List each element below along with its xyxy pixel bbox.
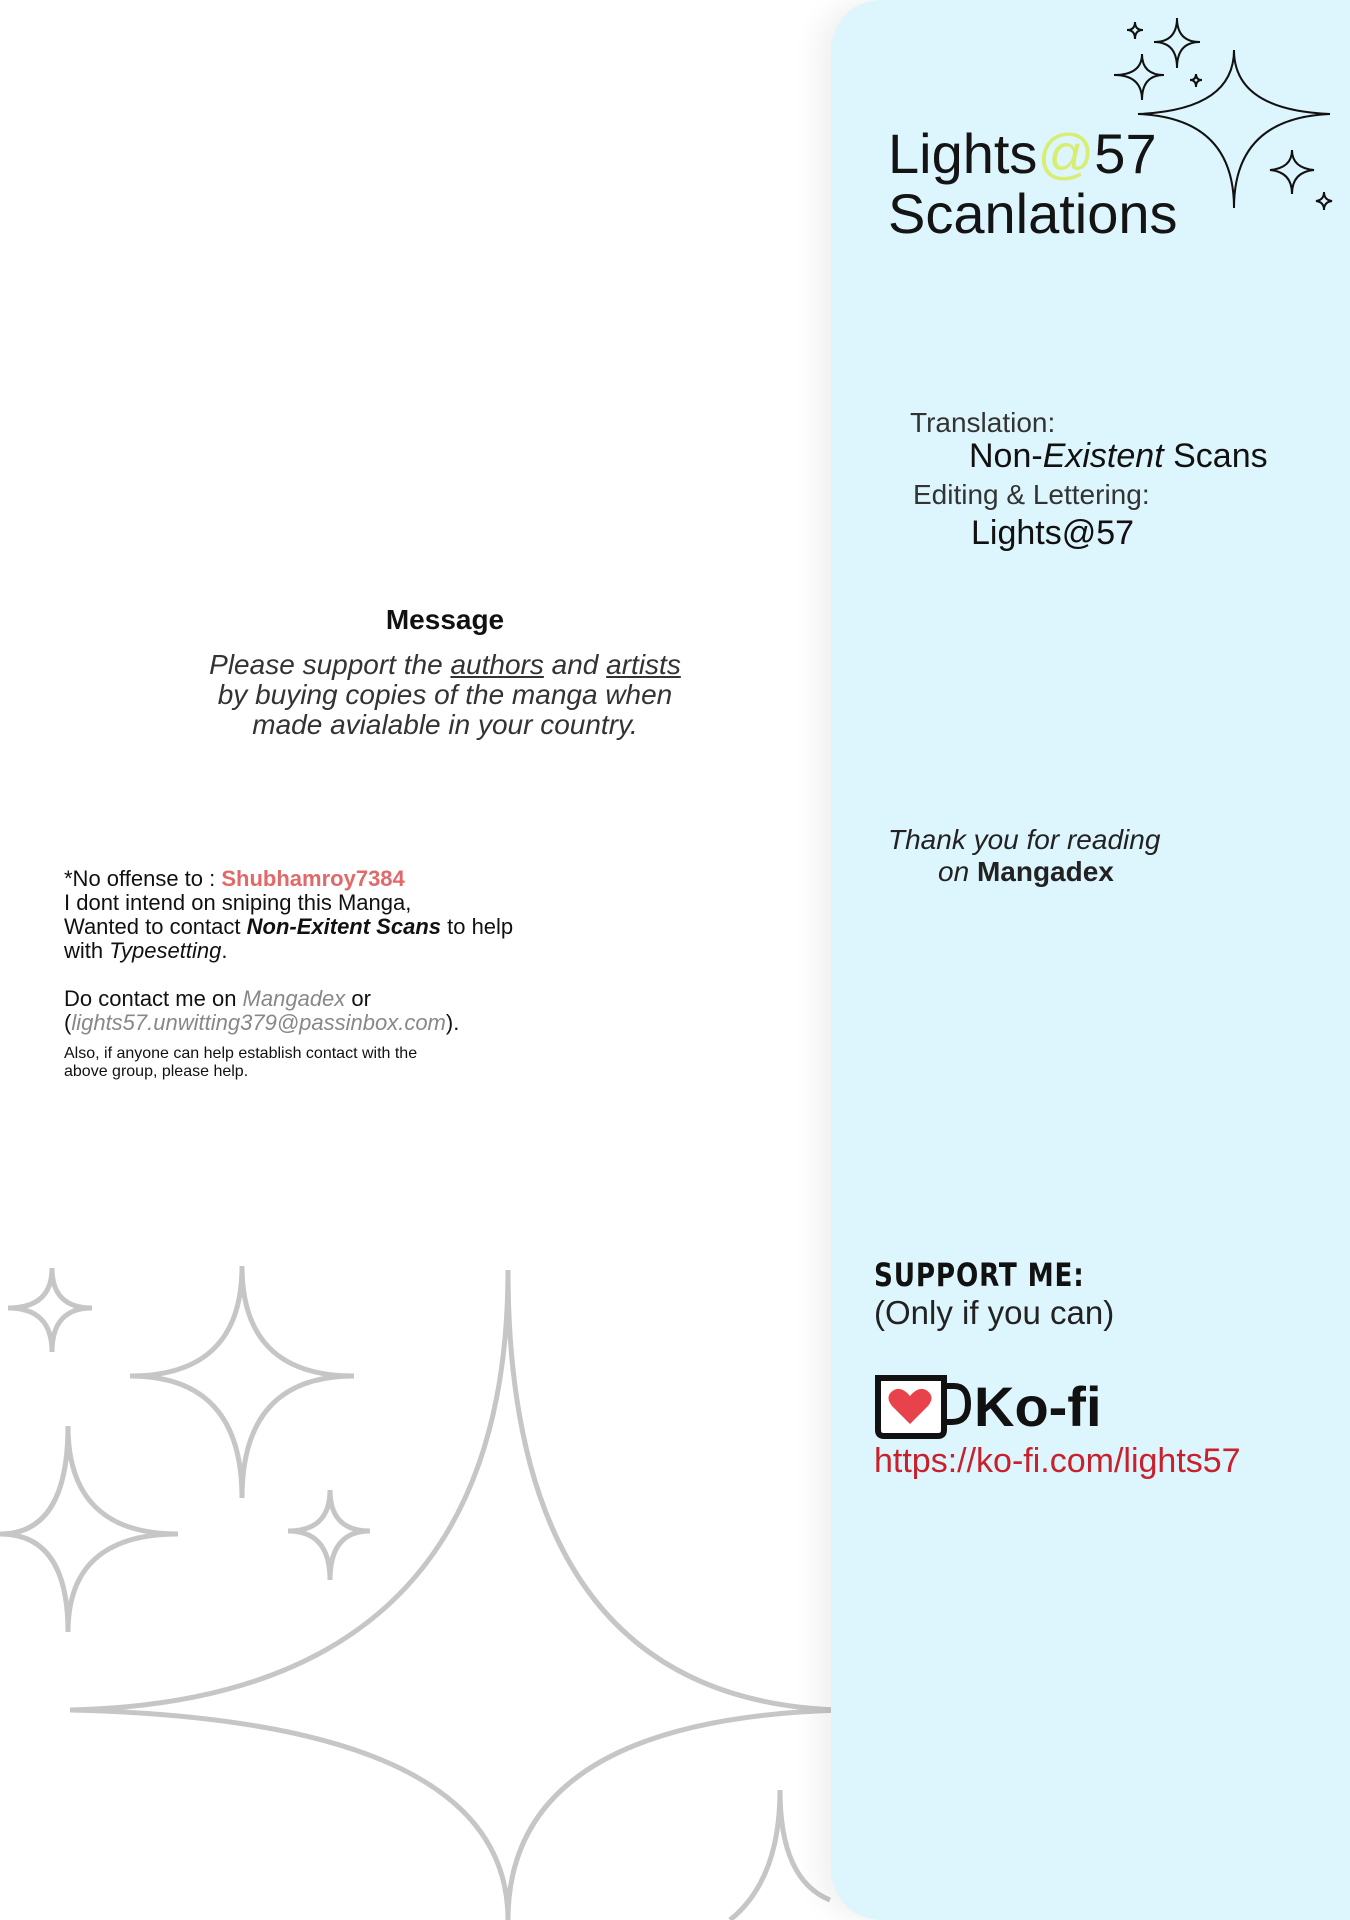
editing-value: Lights@57 (971, 514, 1135, 552)
support-heading: SUPPORT ME: (874, 1256, 1085, 1294)
kofi-brand[interactable]: Ko-fi (974, 1375, 1102, 1438)
group-name: Non-Exitent Scans (246, 914, 441, 939)
text: Existent (1042, 437, 1164, 475)
text: . (221, 938, 228, 963)
text: Typesetting (109, 938, 222, 963)
note-small (64, 1045, 624, 1081)
sparkle-icon (130, 1266, 354, 1498)
text: by buying copies of the manga when (217, 679, 673, 710)
text: with (64, 938, 110, 963)
sparkle-icon (288, 1490, 370, 1580)
sparkle-icon (1127, 22, 1143, 39)
thanks-message (888, 824, 1160, 888)
text: and (543, 649, 607, 680)
sparkle-icon (8, 1268, 92, 1352)
title-text: Lights (888, 122, 1038, 185)
text: artists (606, 649, 681, 680)
title-at-sign: @ (1037, 122, 1095, 185)
text: Mangadex (976, 856, 1114, 887)
text: made avialable in your country. (252, 709, 638, 740)
text: I dont intend on sniping this Manga, (64, 890, 412, 915)
translation-value (969, 437, 1268, 476)
text: on (938, 856, 977, 887)
text: Also, if anyone can help establish contact with the (64, 1045, 418, 1062)
kofi-cup-icon[interactable] (872, 1374, 972, 1440)
page-title (888, 124, 1178, 244)
message-body (165, 650, 725, 740)
sparkle-icon (730, 1790, 830, 1920)
translation-label: Translation: (910, 407, 1056, 438)
text: *No offense to : (64, 866, 222, 891)
sparkle-icon (1114, 54, 1164, 100)
message-heading: Message (385, 604, 505, 635)
author-note (64, 867, 624, 1081)
mentioned-user: Shubhamroy7384 (221, 866, 405, 891)
text: Please (209, 649, 303, 680)
text: Non- (969, 437, 1043, 475)
text: to help (441, 914, 514, 939)
editing-label: Editing & Lettering: (913, 479, 1150, 510)
sparkle-icon (1190, 74, 1202, 87)
text: ( (64, 1010, 72, 1035)
text: Thank you for reading (888, 824, 1161, 855)
sparkle-icon (0, 1426, 178, 1632)
sparkle-icon (1316, 192, 1332, 210)
email-link[interactable]: lights57.unwitting379@passinbox.com (71, 1010, 446, 1035)
sparkle-icon (1154, 18, 1200, 68)
kofi-link[interactable]: https://ko-fi.com/lights57 (874, 1442, 1241, 1480)
text: authors (450, 649, 544, 680)
mangadex-link[interactable]: Mangadex (242, 986, 346, 1011)
text: Wanted to contact (64, 914, 247, 939)
credits-panel (831, 0, 1350, 1920)
text: or (345, 986, 371, 1011)
text: ). (445, 1010, 460, 1035)
title-number: 57 (1094, 122, 1157, 185)
title-line-2: Scanlations (888, 182, 1178, 245)
text: the (395, 649, 451, 680)
text: above group, please help. (64, 1063, 249, 1080)
text: Do contact me on (64, 986, 243, 1011)
support-subtitle: (Only if you can) (874, 1294, 1115, 1331)
sparkle-icon (1270, 150, 1314, 194)
text: Scans (1163, 437, 1268, 475)
text: support (302, 649, 396, 680)
